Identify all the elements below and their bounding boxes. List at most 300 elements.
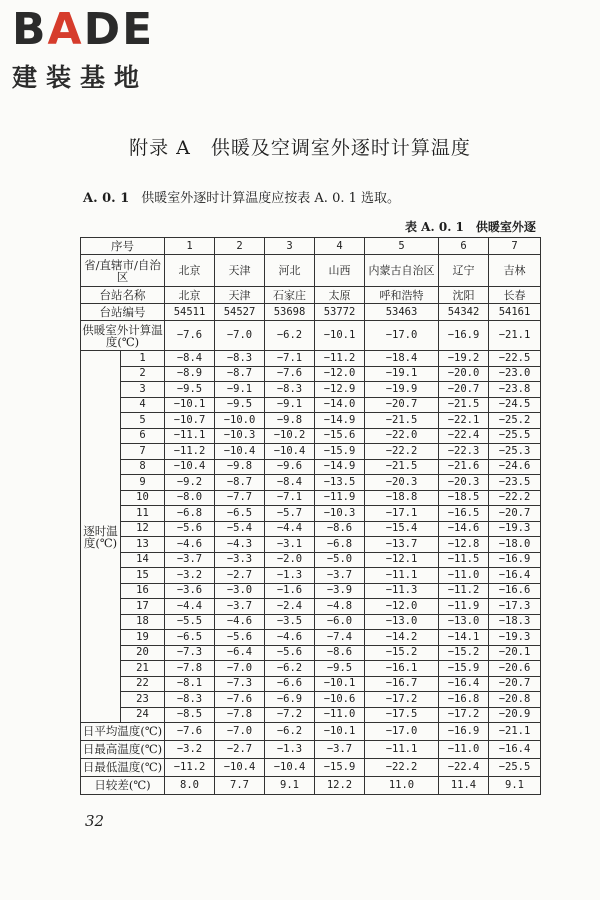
temp-cell: −5.7 [265,506,315,522]
temp-cell: −7.2 [265,707,315,723]
hour-row [81,707,541,723]
temp-cell: −11.2 [439,583,489,599]
hour-cell: 24 [121,707,165,723]
temp-cell: −3.7 [315,568,365,584]
province-cell: 山西 [315,255,365,287]
temp-cell: −10.3 [315,506,365,522]
summary-label: 日平均温度(℃) [81,723,165,741]
hour-row [81,614,541,630]
hour-cell: 8 [121,459,165,475]
summary-cell: −2.7 [215,741,265,759]
hour-row [81,645,541,661]
temp-cell: −6.8 [165,506,215,522]
temp-cell: −13.0 [365,614,439,630]
province-cell: 北京 [165,255,215,287]
summary-row [81,723,541,741]
temp-cell: −1.3 [265,568,315,584]
summary-label: 日最高温度(℃) [81,741,165,759]
logo-wordmark: BADE [12,4,155,55]
hour-row [81,351,541,367]
temp-cell: −5.6 [165,521,215,537]
appendix-heading: 附录 A 供暖及空调室外逐时计算温度 [129,137,471,159]
summary-cell: 9.1 [265,777,315,795]
summary-cell: 11.4 [439,777,489,795]
temp-cell: −6.6 [265,676,315,692]
province-cell: 内蒙古自治区 [365,255,439,287]
summary-cell: −21.1 [489,723,541,741]
temp-cell: −20.3 [365,475,439,491]
hour-cell: 23 [121,692,165,708]
clause-paragraph [83,187,400,206]
temp-cell: −2.4 [265,599,315,615]
temp-cell: −16.8 [439,692,489,708]
temp-cell: −10.2 [265,428,315,444]
temp-cell: −22.4 [439,428,489,444]
summary-cell: −16.4 [489,741,541,759]
temp-cell: −10.4 [265,444,315,460]
station-cell: 沈阳 [439,287,489,304]
temp-cell: −15.2 [365,645,439,661]
design-temp-cell: −16.9 [439,321,489,351]
temp-cell: −18.4 [365,351,439,367]
seq-cell: 3 [265,238,315,255]
seq-cell: 4 [315,238,365,255]
temp-cell: −11.0 [439,568,489,584]
temp-cell: −5.6 [215,630,265,646]
province-cell: 天津 [215,255,265,287]
temp-cell: −21.5 [439,397,489,413]
summary-cell: −7.6 [165,723,215,741]
temp-cell: −18.3 [489,614,541,630]
temp-cell: −16.4 [439,676,489,692]
temp-cell: −6.2 [265,661,315,677]
temp-cell: −7.6 [265,366,315,382]
station-cell: 石家庄 [265,287,315,304]
hour-cell: 4 [121,397,165,413]
temp-cell: −23.5 [489,475,541,491]
temp-cell: −11.0 [315,707,365,723]
summary-cell: 9.1 [489,777,541,795]
temp-cell: −12.9 [315,382,365,398]
design-temp-cell: −17.0 [365,321,439,351]
temp-cell: −20.7 [365,397,439,413]
temp-cell: −8.4 [265,475,315,491]
temp-cell: −8.5 [165,707,215,723]
hour-cell: 17 [121,599,165,615]
seq-cell: 5 [365,238,439,255]
temp-cell: −22.2 [365,444,439,460]
temp-cell: −3.5 [265,614,315,630]
temp-cell: −10.6 [315,692,365,708]
code-cell: 54511 [165,304,215,321]
station-cell: 呼和浩特 [365,287,439,304]
summary-cell: 7.7 [215,777,265,795]
summary-cell: 11.0 [365,777,439,795]
temp-cell: −25.5 [489,428,541,444]
temp-cell: −8.3 [265,382,315,398]
seq-label: 序号 [81,238,165,255]
province-cell: 辽宁 [439,255,489,287]
temp-cell: −4.8 [315,599,365,615]
temp-cell: −5.5 [165,614,215,630]
hour-row [81,490,541,506]
hour-cell: 15 [121,568,165,584]
temp-cell: −13.5 [315,475,365,491]
temp-cell: −11.2 [315,351,365,367]
hour-row [81,428,541,444]
hour-row [81,521,541,537]
temp-cell: −16.6 [489,583,541,599]
temp-cell: −3.6 [165,583,215,599]
hour-row [81,676,541,692]
summary-cell: 12.2 [315,777,365,795]
temp-cell: −6.9 [265,692,315,708]
temp-cell: −4.4 [265,521,315,537]
summary-row [81,759,541,777]
hourly-temp-label: 逐时温度(℃) [81,351,121,723]
temp-cell: −24.5 [489,397,541,413]
temp-cell: −8.3 [165,692,215,708]
design-temp-cell: −7.6 [165,321,215,351]
design-temp-cell: −6.2 [265,321,315,351]
code-cell: 53698 [265,304,315,321]
page-number: 32 [85,812,105,830]
temp-cell: −9.5 [315,661,365,677]
temp-cell: −21.5 [365,413,439,429]
temp-cell: −9.6 [265,459,315,475]
temp-cell: −1.6 [265,583,315,599]
temp-cell: −10.3 [215,428,265,444]
station-cell: 天津 [215,287,265,304]
summary-cell: 8.0 [165,777,215,795]
hour-row [81,506,541,522]
design-temp-cell: −21.1 [489,321,541,351]
summary-cell: −10.4 [215,759,265,777]
temp-cell: −15.9 [315,444,365,460]
summary-cell: −25.5 [489,759,541,777]
clause-number: A. 0. 1 [83,191,130,206]
hour-row [81,475,541,491]
station-cell: 长春 [489,287,541,304]
design-temp-label: 供暖室外计算温度(℃) [82,322,163,349]
summary-cell: −16.9 [439,723,489,741]
summary-label: 日最低温度(℃) [81,759,165,777]
temp-cell: −7.0 [215,661,265,677]
summary-cell: −11.0 [439,741,489,759]
temp-cell: −22.3 [439,444,489,460]
province-row [81,255,541,287]
hour-cell: 6 [121,428,165,444]
temp-cell: −2.0 [265,552,315,568]
temp-cell: −17.5 [365,707,439,723]
station-cell: 太原 [315,287,365,304]
temp-cell: −19.1 [365,366,439,382]
temp-cell: −18.5 [439,490,489,506]
temp-cell: −17.3 [489,599,541,615]
station-row [81,287,541,304]
hour-row [81,537,541,553]
hour-row [81,661,541,677]
temp-cell: −8.7 [215,366,265,382]
temp-cell: −7.8 [165,661,215,677]
table-body [81,238,541,795]
code-cell: 54527 [215,304,265,321]
hour-cell: 9 [121,475,165,491]
temp-cell: −7.1 [265,490,315,506]
temp-cell: −15.4 [365,521,439,537]
temp-cell: −3.2 [165,568,215,584]
temp-cell: −11.9 [439,599,489,615]
logo [12,6,154,94]
temp-cell: −4.6 [265,630,315,646]
province-cell: 河北 [265,255,315,287]
summary-cell: −22.2 [365,759,439,777]
temp-cell: −16.4 [489,568,541,584]
temp-cell: −6.0 [315,614,365,630]
temp-cell: −25.3 [489,444,541,460]
temp-cell: −12.0 [315,366,365,382]
temp-cell: −20.0 [439,366,489,382]
temp-cell: −10.1 [315,676,365,692]
temp-cell: −8.9 [165,366,215,382]
temp-cell: −8.3 [215,351,265,367]
temp-cell: −10.4 [215,444,265,460]
temp-cell: −9.8 [265,413,315,429]
temp-cell: −6.4 [215,645,265,661]
hour-cell: 14 [121,552,165,568]
temp-cell: −19.9 [365,382,439,398]
hour-row [81,382,541,398]
temp-cell: −24.6 [489,459,541,475]
temp-cell: −4.6 [165,537,215,553]
temp-cell: −15.2 [439,645,489,661]
temp-cell: −19.3 [489,521,541,537]
temp-cell: −6.5 [215,506,265,522]
temp-cell: −7.3 [165,645,215,661]
hour-cell: 5 [121,413,165,429]
temp-cell: −20.6 [489,661,541,677]
hour-cell: 20 [121,645,165,661]
hour-cell: 21 [121,661,165,677]
hour-cell: 1 [121,351,165,367]
temp-cell: −9.5 [165,382,215,398]
seq-cell: 1 [165,238,215,255]
temp-cell: −7.6 [215,692,265,708]
temp-cell: −11.3 [365,583,439,599]
temp-cell: −8.6 [315,645,365,661]
summary-cell: −7.0 [215,723,265,741]
temp-cell: −8.1 [165,676,215,692]
temp-cell: −11.9 [315,490,365,506]
temp-cell: −18.0 [489,537,541,553]
temp-cell: −20.1 [489,645,541,661]
design-temp-cell: −10.1 [315,321,365,351]
logo-subtitle: 建装基地 [12,63,149,92]
temp-cell: −7.8 [215,707,265,723]
temp-cell: −22.1 [439,413,489,429]
summary-cell: −10.1 [315,723,365,741]
summary-cell: −6.2 [265,723,315,741]
temp-cell: −15.6 [315,428,365,444]
temp-cell: −3.7 [165,552,215,568]
temp-cell: −11.1 [165,428,215,444]
temp-cell: −5.0 [315,552,365,568]
code-cell: 54342 [439,304,489,321]
hour-row [81,692,541,708]
design-temp-row [81,321,541,351]
temp-cell: −20.7 [439,382,489,398]
temp-cell: −8.4 [165,351,215,367]
temp-cell: −21.6 [439,459,489,475]
temp-cell: −5.6 [265,645,315,661]
temp-cell: −18.8 [365,490,439,506]
temp-cell: −10.0 [215,413,265,429]
summary-cell: −11.1 [365,741,439,759]
temperature-table [80,237,541,795]
design-temp-cell: −7.0 [215,321,265,351]
temp-cell: −7.4 [315,630,365,646]
temp-cell: −16.7 [365,676,439,692]
temp-cell: −20.9 [489,707,541,723]
temp-cell: −12.1 [365,552,439,568]
hour-row [81,630,541,646]
summary-cell: −1.3 [265,741,315,759]
temp-cell: −21.5 [365,459,439,475]
code-cell: 53772 [315,304,365,321]
temp-cell: −8.6 [315,521,365,537]
temp-cell: −4.6 [215,614,265,630]
temp-cell: −7.1 [265,351,315,367]
summary-cell: −3.2 [165,741,215,759]
temp-cell: −19.2 [439,351,489,367]
temp-cell: −2.7 [215,568,265,584]
temp-cell: −12.0 [365,599,439,615]
temp-cell: −14.0 [315,397,365,413]
hour-cell: 10 [121,490,165,506]
hour-row [81,413,541,429]
temp-cell: −3.7 [215,599,265,615]
temp-cell: −8.7 [215,475,265,491]
temp-cell: −3.0 [215,583,265,599]
temp-cell: −4.4 [165,599,215,615]
temp-cell: −11.1 [365,568,439,584]
province-cell: 吉林 [489,255,541,287]
temp-cell: −17.1 [365,506,439,522]
code-cell: 54161 [489,304,541,321]
temp-cell: −7.7 [215,490,265,506]
temp-cell: −22.0 [365,428,439,444]
temp-cell: −20.7 [489,676,541,692]
temp-cell: −12.8 [439,537,489,553]
code-row [81,304,541,321]
hour-row [81,583,541,599]
clause-text: 供暖室外逐时计算温度应按表 A. 0. 1 选取。 [141,191,401,206]
temp-cell: −13.0 [439,614,489,630]
hour-cell: 18 [121,614,165,630]
hour-cell: 19 [121,630,165,646]
temp-cell: −20.8 [489,692,541,708]
hour-row [81,444,541,460]
temp-cell: −10.7 [165,413,215,429]
hour-cell: 3 [121,382,165,398]
temp-cell: −8.0 [165,490,215,506]
hour-row [81,459,541,475]
temp-cell: −22.2 [489,490,541,506]
hour-cell: 11 [121,506,165,522]
summary-row [81,777,541,795]
temp-cell: −23.8 [489,382,541,398]
summary-cell: −15.9 [315,759,365,777]
temp-cell: −9.1 [215,382,265,398]
summary-cell: −17.0 [365,723,439,741]
temp-cell: −3.3 [215,552,265,568]
hour-row [81,568,541,584]
hour-cell: 7 [121,444,165,460]
temp-cell: −7.3 [215,676,265,692]
table-caption: 表 A. 0. 1 供暖室外逐 [405,220,536,234]
temp-cell: −23.0 [489,366,541,382]
summary-cell: −11.2 [165,759,215,777]
temp-cell: −3.1 [265,537,315,553]
temp-cell: −5.4 [215,521,265,537]
temp-cell: −9.1 [265,397,315,413]
temp-cell: −16.9 [489,552,541,568]
station-label: 台站名称 [81,287,165,304]
hour-cell: 16 [121,583,165,599]
temp-cell: −14.9 [315,459,365,475]
temp-cell: −14.1 [439,630,489,646]
temp-cell: −3.9 [315,583,365,599]
hour-cell: 12 [121,521,165,537]
seq-row [81,238,541,255]
hour-cell: 22 [121,676,165,692]
temp-cell: −14.2 [365,630,439,646]
summary-cell: −10.4 [265,759,315,777]
temp-cell: −6.5 [165,630,215,646]
temp-cell: −20.3 [439,475,489,491]
seq-cell: 7 [489,238,541,255]
hour-row [81,397,541,413]
temp-cell: −9.2 [165,475,215,491]
temp-cell: −14.6 [439,521,489,537]
summary-label: 日较差(℃) [81,777,165,795]
seq-cell: 6 [439,238,489,255]
hour-row [81,552,541,568]
summary-cell: −22.4 [439,759,489,777]
temp-cell: −15.9 [439,661,489,677]
summary-cell: −3.7 [315,741,365,759]
temp-cell: −16.1 [365,661,439,677]
code-label: 台站编号 [81,304,165,321]
temp-cell: −25.2 [489,413,541,429]
temp-cell: −14.9 [315,413,365,429]
temp-cell: −6.8 [315,537,365,553]
hour-cell: 13 [121,537,165,553]
temp-cell: −17.2 [365,692,439,708]
temp-cell: −10.1 [165,397,215,413]
temp-cell: −9.8 [215,459,265,475]
temp-cell: −4.3 [215,537,265,553]
temp-cell: −17.2 [439,707,489,723]
temp-cell: −11.2 [165,444,215,460]
temp-cell: −9.5 [215,397,265,413]
seq-cell: 2 [215,238,265,255]
hour-row [81,366,541,382]
temp-cell: −10.4 [165,459,215,475]
temp-cell: −20.7 [489,506,541,522]
temp-cell: −19.3 [489,630,541,646]
temp-cell: −16.5 [439,506,489,522]
